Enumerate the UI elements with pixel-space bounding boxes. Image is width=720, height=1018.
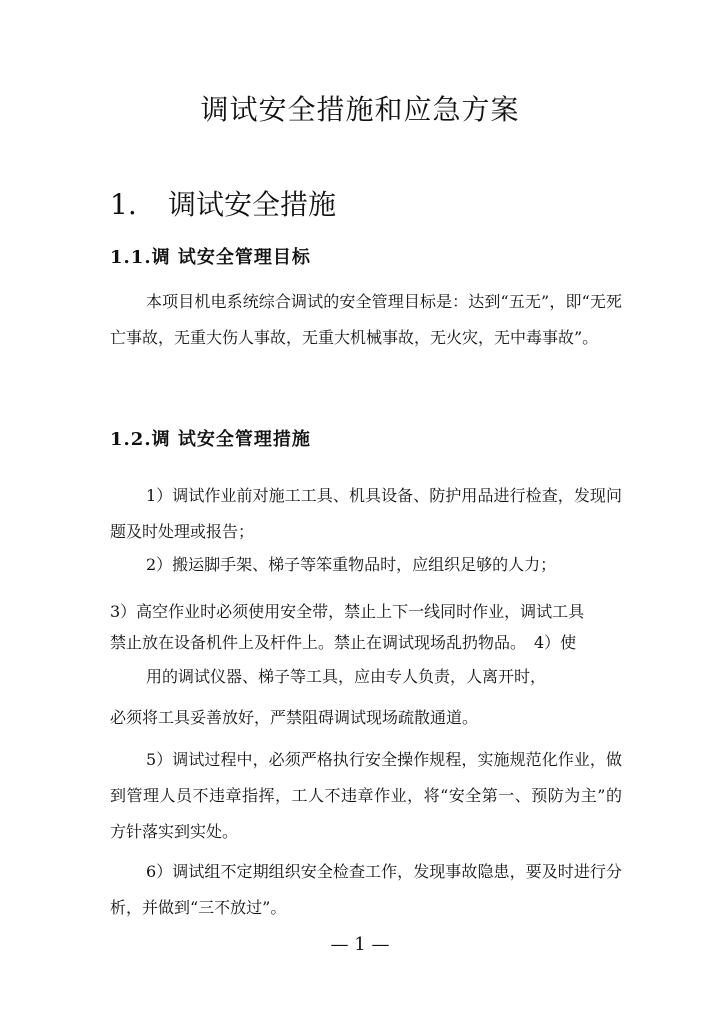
measure-item-3-line-2: 禁止放在设备机件上及杆件上。禁止在调试现场乱扔物品。 4）使 (110, 633, 577, 652)
measure-item-4-line-2: 必须将工具妥善放好，严禁阻碍调试现场疏散通道。 (110, 708, 479, 727)
measure-item-3-line-1: 3）高空作业时必须使用安全带，禁止上下一线同时作业，调试工具 (110, 602, 585, 621)
subsection-heading-2: 1.2.调 试安全管理措施 (110, 429, 311, 450)
measure-item-6: 6）调试组不定期组织安全检查工作，发现事故隐患，要及时进行分析，并做到“三不放过”。 (110, 862, 622, 917)
subsection-heading-1: 1.1.调 试安全管理目标 (110, 247, 311, 268)
measure-item-1: 1）调试作业前对施工工具、机具设备、防护用品进行检查，发现问题及时处理或报告； (110, 486, 622, 541)
measure-item-4-line-1: 用的调试仪器、梯子等工具，应由专人负责，人离开时， (146, 667, 547, 686)
section-heading (110, 183, 336, 223)
section-title: 调试安全措施 (168, 188, 337, 221)
page-number: — 1 — (330, 934, 390, 955)
measure-item-2: 2）搬运脚手架、梯子等笨重物品时，应组织足够的人力； (146, 555, 557, 574)
document-title: 调试安全措施和应急方案 (200, 93, 520, 126)
measure-item-5: 5）调试过程中，必须严格执行安全操作规程，实施规范化作业，做到管理人员不违章指挥，工人不违章作业，将“安全第一、预防为主”的方针落实到实处。 (110, 750, 622, 841)
safety-goal-paragraph: 本项目机电系统综合调试的安全管理目标是：达到“五无”，即“无死亡事故，无重大伤人事故，无重大机械事故，无火灾，无中毒事故”。 (110, 292, 622, 347)
section-number: 1. (110, 188, 137, 221)
